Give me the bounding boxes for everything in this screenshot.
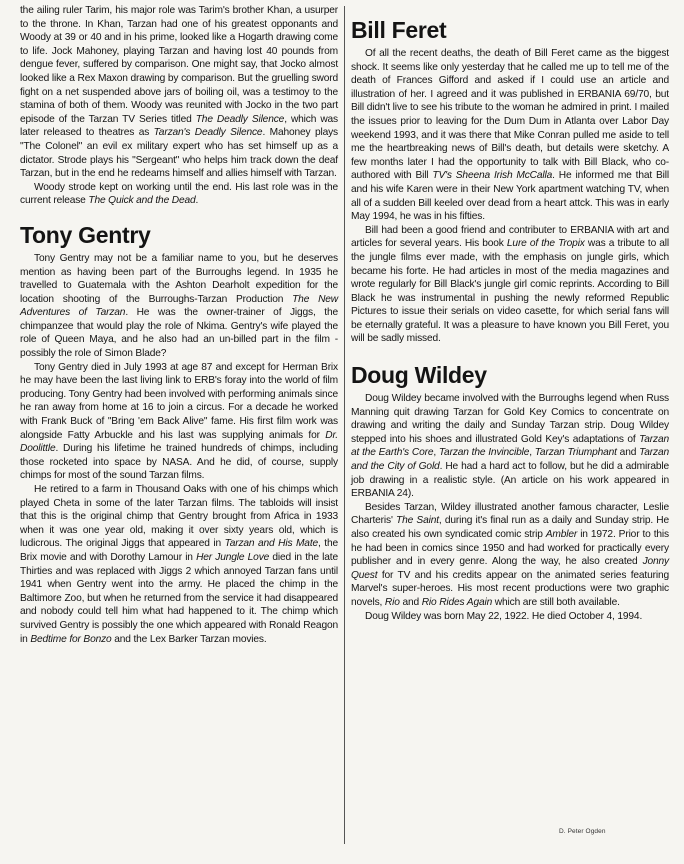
doug-wildey-heading: Doug Wildey [351,362,487,389]
bill-feret-heading: Bill Feret [351,17,447,43]
tony-gentry-paragraph-1: Tony Gentry may not be a familiar name to you, but he deserves mention as having been part of the Burroughs legend. In 1935 he travelled to Guatemala with the Ashton Dearholt expedition for the location shooting of the Burroughs-Tarzan Production The New Adventures of Tarzan. He was the owner-trainer of Jiggs, the chimpanzee that would play the role of Nkima. Gentry's wife played the role of Queen Maya, and he also had an un-billed part in the film - possibly the role of Simon Blade? [20,252,339,360]
woody-strode-closing-paragraph: Woody strode kept on working until the end. His last role was in the current release The Quick and the Dead. [20,181,338,207]
doug-wildey-paragraph-1: Doug Wildey became involved with the Burroughs legend when Russ Manning quit drawing Tarzan for Gold Key Comics to concentrate on drawing and writing the daily and Sunday Tarzan strip. Doug Wildey stepped into his shoes and illustrated Gold Key's adaptations of Tarzan at the Earth's Core, Tarzan the Invincible, Tarzan Triumphant and Tarzan and the City of Gold. He had a hard act to follow, but he did a admirable job drawing in a realistic style. (An article on his work appeared in ERBANIA 24). [351,393,669,500]
tony-gentry-paragraph-2: Tony Gentry died in July 1993 at age 87 and except for Herman Brix he may have been the last living link to ERB's foray into the world of film producing. Tony Gentry had been involved with performing animals since he ran away from home at 16 to join a circus. For a decade he worked with Frank Buck of "Bring 'em Back Alive" fame. His first film work was alongside Fatty Arbuckle and his last was supplying animals for Dr. Doolittle. During his lifetime he trained hundreds of chimps, including those rocketed into space by NASA. And he did, of course, supply chimps for most of the sound Tarzan films. [20,361,338,482]
bill-feret-paragraph-1: Of all the recent deaths, the death of Bill Feret came as the biggest shock. It seems like only yesterday that he called me up to tell me of the death of Frances Gifford and asked if I could use an article and illustration of her. I agreed and it was published in ERBANIA 69/70, but Bill didn't live to see his tribute to the woman he admired in print. I mailed the issues prior to leaving for the Dum Dum in Atlanta over Labor Day weekend 1993, and it was there that Mike Conran pulled me aside to tell me the heartbreaking news of Bill's death, but details were sketchy. A few months later I had the opportunity to talk with Bill Black, who co-authored with Bill TV's Sheena Irish McCalla. He informed me that Bill and his wife Karen were in their New York apartment watching TV, when all of a sudden Bill keeled over dead from a heart attck. This was in early May 1994, he was in his fifties. [351,48,669,223]
column-divider [344,6,345,844]
tony-gentry-heading: Tony Gentry [20,221,151,248]
doug-wildey-paragraph-3: Doug Wildey was born May 22, 1922. He died October 4, 1994. [365,610,643,622]
bill-feret-paragraph-2: Bill had been a good friend and contributer to ERBANIA with art and articles for several years. His book Lure of the Tropix was a tribute to all the jungle films ever made, with the emphasis on jungle girls, which became his forte. He had articles in most of the media magazines and wrote regularly for Bill Black's jungle girl comic reprints. According to Bill Black he was instrumental in pushing the newly reformed Republic Pictures to issue their serials on video casette, for which serial fans will be eternally grateful. It was a pleasure to have known you Bill Feret, you will be sadly missed. [351,224,669,345]
tony-gentry-paragraph-3: He retired to a farm in Thousand Oaks with one of his chimps which played Cheta in some of the later Tarzan films. The tabloids will insist that this is the original chimp that Gentry brought from Africa in 1933 when it was one year old, making it over sixty years old, which is ludicrous. The original Jiggs that appeared in Tarzan and His Mate, the Brix movie and with Dorothy Lamour in Her Jungle Love died in the late Thirties and was replaced with Jiggs 2 which annoyed Tarzan fans until 1941 when Gentry went into the army. He placed the chimp in the Baltimore Zoo, but when he returned from the service it had disappeared and nobody could tell him what had happened to it. The chimp which survived Gentry is possibly the one which appeared with Ronald Reagon in Bedtime for Bonzo and the Lex Barker Tarzan movies. [20,484,338,645]
author-credit: D. Peter Ogden [559,828,606,835]
right-column [351,4,669,623]
doug-wildey-paragraph-2: Besides Tarzan, Wildey illustrated another famous character, Leslie Charteris' The Saint, during it's final run as a daily and Sunday strip. He also created his own syndicated comic strip Ambler in 1972. Prior to this he had been in comics since 1950 and had worked for practically every publisher and in every genre. Along the way, he also created Jonny Quest for TV and his credits appear on the animated series featuring Marvel's super-heroes. His most recent productions were two graphic novels, Rio and Rio Rides Again which are still both available. [351,501,670,608]
left-column [20,4,338,646]
woody-strode-paragraph: the ailing ruler Tarim, his major role was Tarim's brother Khan, a usurper to the throne. In Khan, Tarzan had one of his greatest opponants and Woody at 39 or 40 and in his prime, looked like a Hogarth drawing come to life. Jock Mahoney, playing Tarzan and having lost 40 pounds from dengue fever, suffered by comparison. One might say, that Jocko almost looked like a Rex Maxon drawing by comparison. But the gruelling sword fight on a net suspended above jars of boiling oil, was a testimoy to the stamina of both of them. Woody was reunited with Jocko in the two part episode of the Tarzan TV Series titled The Deadly Silence, which was later released to theatres as Tarzan's Deadly Silence. Mahoney plays "The Colonel" an evil ex military expert who has set himself up as a dictator. Strode plays his "Sergeant" who helps him track down the deaf Tarzan, but in the end he redeams himself and allies himself with Tarzan. [20,5,338,180]
